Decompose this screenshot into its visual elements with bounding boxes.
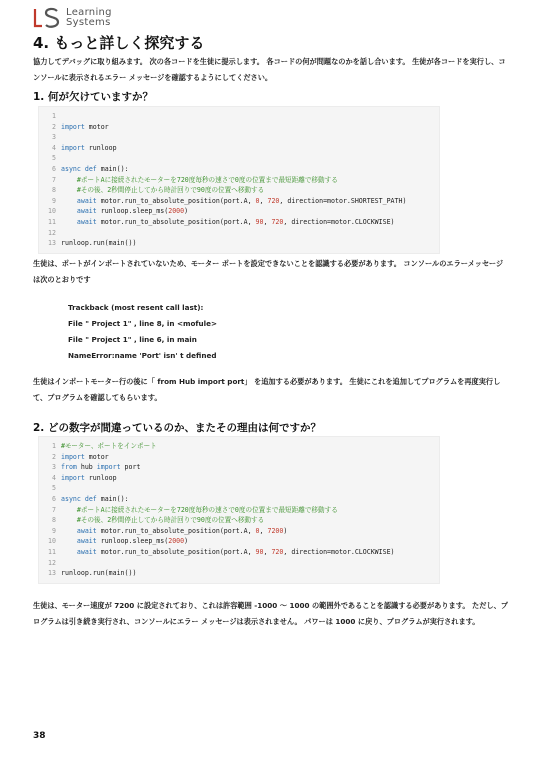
error-line-2: File " Project 1" , line 8, in <mofule>	[68, 319, 218, 328]
line-number: 5	[52, 484, 56, 493]
code-text: #その後、2秒間停止してから時計回りで90度の位置へ移動する	[61, 516, 265, 525]
line-number: 8	[52, 186, 56, 195]
line-number: 11	[48, 218, 56, 226]
code-text: #ポートAに接続されたモーターを720度毎秒の速さで0度の位置まで最短距離で移動する	[61, 175, 338, 184]
section2-heading: 2. どの数字が間違っているのか、またその理由は何ですか？	[33, 422, 321, 434]
line-number: 4	[52, 473, 56, 482]
line-number: 11	[48, 548, 56, 556]
code-text: import motor	[61, 122, 109, 131]
code-text: #モーター、ポートをインポート	[61, 442, 157, 450]
line-number: 1	[52, 112, 56, 120]
line-number: 1	[52, 442, 56, 450]
code-text: await runloop.sleep_ms(2000)	[76, 207, 189, 216]
code-block-2	[38, 436, 440, 584]
error-line-4: NameError:name 'Port' isn' t defined	[68, 351, 217, 360]
error-line-1: Trackback (most resent call last):	[68, 303, 204, 312]
line-number: 13	[48, 569, 56, 578]
code-text: await motor.run_to_absolute_position(port.A, 90, 720, direction=motor.CLOCKWISE)	[76, 548, 395, 556]
code-text: #ポートAに接続されたモーターを720度毎秒の速さで0度の位置まで最短距離で移動する	[61, 505, 338, 514]
code-text: async def main():	[61, 165, 129, 173]
code-text: await runloop.sleep_ms(2000)	[76, 537, 189, 546]
line-number: 9	[52, 196, 56, 205]
line-number: 9	[52, 526, 56, 535]
line-number: 6	[52, 165, 56, 173]
line-number: 3	[52, 133, 56, 142]
code-text: runloop.run(main())	[61, 239, 137, 248]
line-number: 8	[52, 516, 56, 525]
intro-paragraph: 協力してデバッグに取り組みます。 次の各コードを生徒に提示します。 各コードの何が問題なのかを話し合います。 生徒が各コードを実行し、コンソールに表示されるエラー メッセージを確認するようにしてください。	[33, 57, 506, 82]
code-text: #その後、2秒間停止してから時計回りで90度の位置へ移動する	[61, 186, 265, 195]
page-number: 38	[33, 731, 46, 741]
section1-explanation: 生徒は、ポートがインポートされていないため、モーター ポートを設定できないことを認識する必要があります。 コンソールのエラーメッセージは次のとおりです	[33, 259, 504, 284]
code-text: import motor	[61, 452, 109, 461]
logo-text	[66, 8, 112, 28]
line-number: 2	[52, 122, 56, 131]
code-text: runloop.run(main())	[61, 569, 137, 578]
line-number: 7	[52, 505, 56, 514]
code-text: async def main():	[61, 495, 129, 503]
line-number: 12	[48, 558, 56, 567]
code-text: await motor.run_to_absolute_position(port.A, 90, 720, direction=motor.CLOCKWISE)	[76, 218, 395, 226]
logo-text-line1: Learning	[66, 7, 112, 18]
line-number: 5	[52, 154, 56, 163]
line-number: 7	[52, 175, 56, 184]
code-text: import runloop	[61, 143, 117, 152]
error-line-3: File " Project 1" , line 6, in main	[68, 335, 197, 344]
section1-heading: 1. 何が欠けていますか？	[33, 91, 153, 103]
ls-logo-mark-icon	[33, 6, 63, 30]
line-number: 10	[48, 207, 56, 216]
line-number: 10	[48, 537, 56, 546]
section2-explanation: 生徒は、モーター速度が 7200 に設定されており、これは許容範囲 -1000 ～ 1000 の範囲外であることを認識する必要があります。 ただし、プログラムは引き続き実行され、コンソールにエラー メッセージは表示されません。 パワーは 1000 に戻り、プログラムが実行されます。	[33, 601, 508, 626]
code-text: from hub import port	[61, 463, 141, 472]
line-number: 12	[48, 228, 56, 237]
line-number: 2	[52, 452, 56, 461]
code-text: await motor.run_to_absolute_position(port.A, 0, 720, direction=motor.SHORTEST_PATH)	[76, 196, 407, 205]
page-title: 4. もっと詳しく探究する	[33, 34, 205, 52]
line-number: 3	[52, 463, 56, 472]
section1-solution: 生徒はインポートモーター行の後に「 from Hub import port」 を追加する必要があります。 生徒にこれを追加してプログラムを再度実行して、プログラムを確認してもらいます。	[33, 377, 501, 402]
line-number: 13	[48, 239, 56, 248]
line-number: 6	[52, 495, 56, 503]
code-text: await motor.run_to_absolute_position(port.A, 0, 7200)	[76, 526, 288, 535]
code-text: import runloop	[61, 473, 117, 482]
logo-text-line2: Systems	[66, 17, 111, 28]
line-number: 4	[52, 143, 56, 152]
code-block-1	[38, 106, 440, 254]
learning-systems-logo	[33, 6, 123, 30]
